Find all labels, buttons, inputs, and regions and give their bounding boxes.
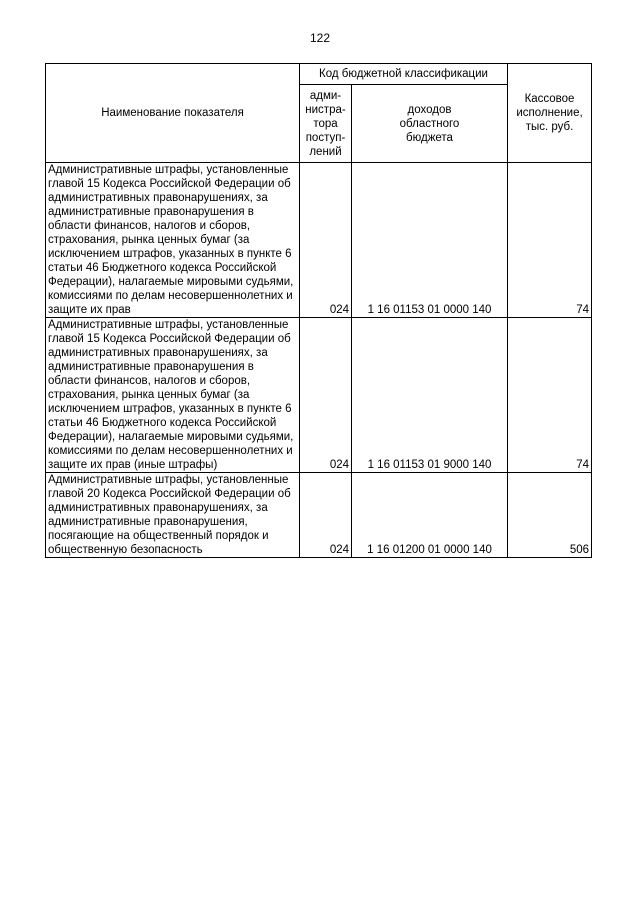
row-budget-code: 1 16 01200 01 0000 140 bbox=[352, 473, 508, 558]
table-row bbox=[46, 163, 592, 318]
header-row-1 bbox=[46, 64, 592, 85]
row-value: 74 bbox=[508, 318, 592, 473]
header-income: доходов областного бюджета bbox=[352, 85, 508, 163]
header-cash-execution: Кассовое исполнение, тыс. руб. bbox=[508, 64, 592, 163]
row-budget-code: 1 16 01153 01 0000 140 bbox=[352, 163, 508, 318]
row-admin-code: 024 bbox=[300, 318, 352, 473]
budget-table bbox=[45, 63, 592, 558]
header-name: Наименование показателя bbox=[46, 64, 300, 163]
row-budget-code: 1 16 01153 01 9000 140 bbox=[352, 318, 508, 473]
row-value: 506 bbox=[508, 473, 592, 558]
table-row bbox=[46, 473, 592, 558]
header-admin: адми- нистра- тора поступ- лений bbox=[300, 85, 352, 163]
page-number: 122 bbox=[309, 31, 331, 45]
row-name: Административные штрафы, установленные главой 15 Кодекса Российской Федерации об административных правонарушениях, за административные правонарушения в области финансов, налогов и сборов, страхования, рынка ценных бумаг (за исключением штрафов, указанных в пункте 6 статьи 46 Бюджетного кодекса Российской Федерации), налагаемые мировыми судьями, комиссиями по делам несовершеннолетних и защите их прав (иные штрафы) bbox=[46, 318, 300, 473]
row-value: 74 bbox=[508, 163, 592, 318]
table-row bbox=[46, 318, 592, 473]
row-admin-code: 024 bbox=[300, 473, 352, 558]
row-name: Административные штрафы, установленные главой 20 Кодекса Российской Федерации об административных правонарушениях, за административные правонарушения, посягающие на общественный порядок и общественную безопасность bbox=[46, 473, 300, 558]
row-name: Административные штрафы, установленные главой 15 Кодекса Российской Федерации об административных правонарушениях, за административные правонарушения в области финансов, налогов и сборов, страхования, рынка ценных бумаг (за исключением штрафов, указанных в пункте 6 статьи 46 Бюджетного кодекса Российской Федерации), налагаемые мировыми судьями, комиссиями по делам несовершеннолетних и защите их прав bbox=[46, 163, 300, 318]
header-budget-code-group: Код бюджетной классификации bbox=[300, 64, 508, 85]
row-admin-code: 024 bbox=[300, 163, 352, 318]
